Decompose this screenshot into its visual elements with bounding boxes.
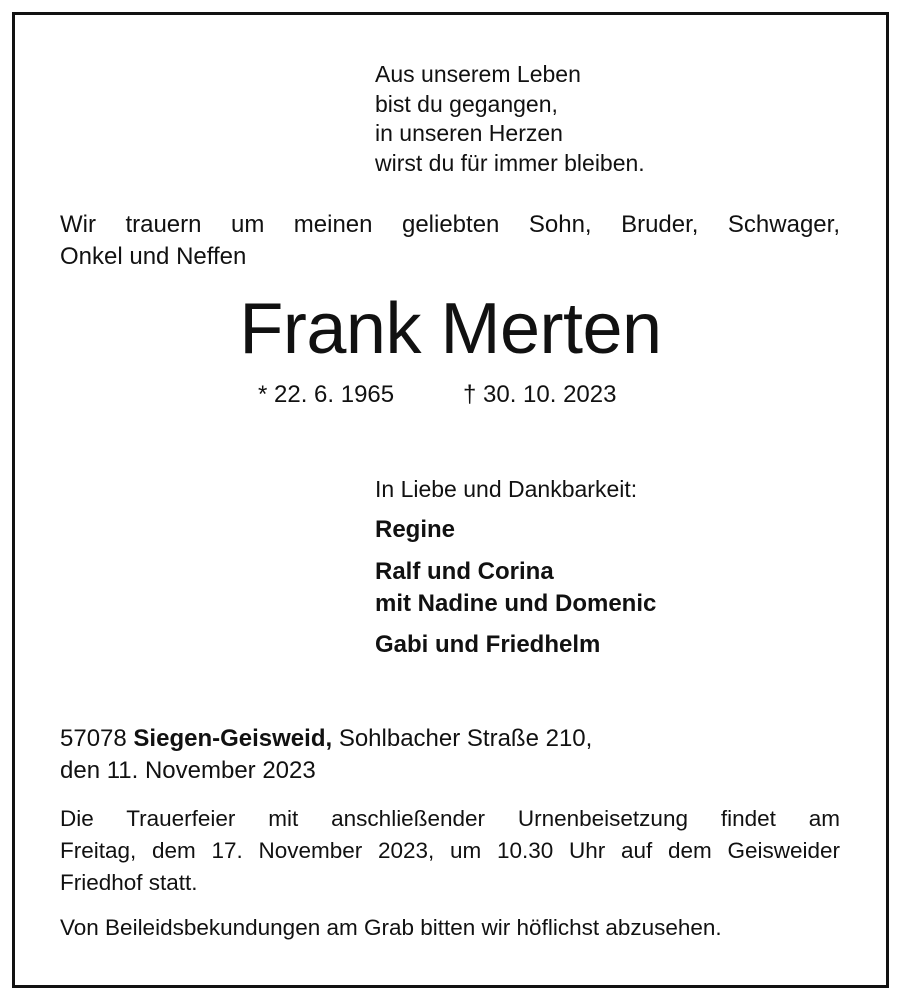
mourners-heading: In Liebe und Dankbarkeit:	[375, 476, 638, 502]
city: Siegen-Geisweid,	[133, 725, 333, 752]
address-line	[60, 723, 592, 755]
mourner-name: Gabi und Friedhelm	[375, 631, 601, 658]
ceremony-text	[60, 803, 840, 899]
intro-line: Onkel und Neffen	[60, 243, 247, 270]
ceremony-line: Friedhof statt.	[60, 870, 198, 895]
deceased-name: Frank Merten	[239, 289, 662, 369]
poem-line: wirst du für immer bleiben.	[375, 149, 645, 176]
intro-text	[60, 209, 840, 273]
poem	[375, 60, 645, 178]
address-block	[60, 723, 592, 787]
ceremony-line: Die Trauerfeier mit anschließender Urnenbeisetzung findet am	[60, 806, 840, 831]
birth-date: * 22. 6. 1965	[258, 381, 395, 408]
street: Sohlbacher Straße 210,	[338, 725, 593, 752]
mourner-name: Ralf und Corina	[375, 558, 554, 585]
mourner-name: Regine	[375, 516, 456, 543]
closing-text: Von Beileidsbekundungen am Grab bitten wir höflichst abzusehen.	[60, 915, 722, 940]
date-line: den 11. November 2023	[60, 757, 316, 784]
death-date: † 30. 10. 2023	[463, 381, 617, 408]
postal-code: 57078	[60, 725, 127, 752]
ceremony-line: Freitag, dem 17. November 2023, um 10.30 Uhr auf dem Geisweider	[60, 838, 840, 863]
intro-line: Wir trauern um meinen geliebten Sohn, Bruder, Schwager,	[60, 211, 840, 238]
mourner-name: mit Nadine und Domenic	[375, 590, 657, 617]
poem-line: in unseren Herzen	[375, 120, 563, 146]
poem-line: bist du gegangen,	[375, 90, 558, 117]
poem-line: Aus unserem Leben	[375, 61, 581, 87]
